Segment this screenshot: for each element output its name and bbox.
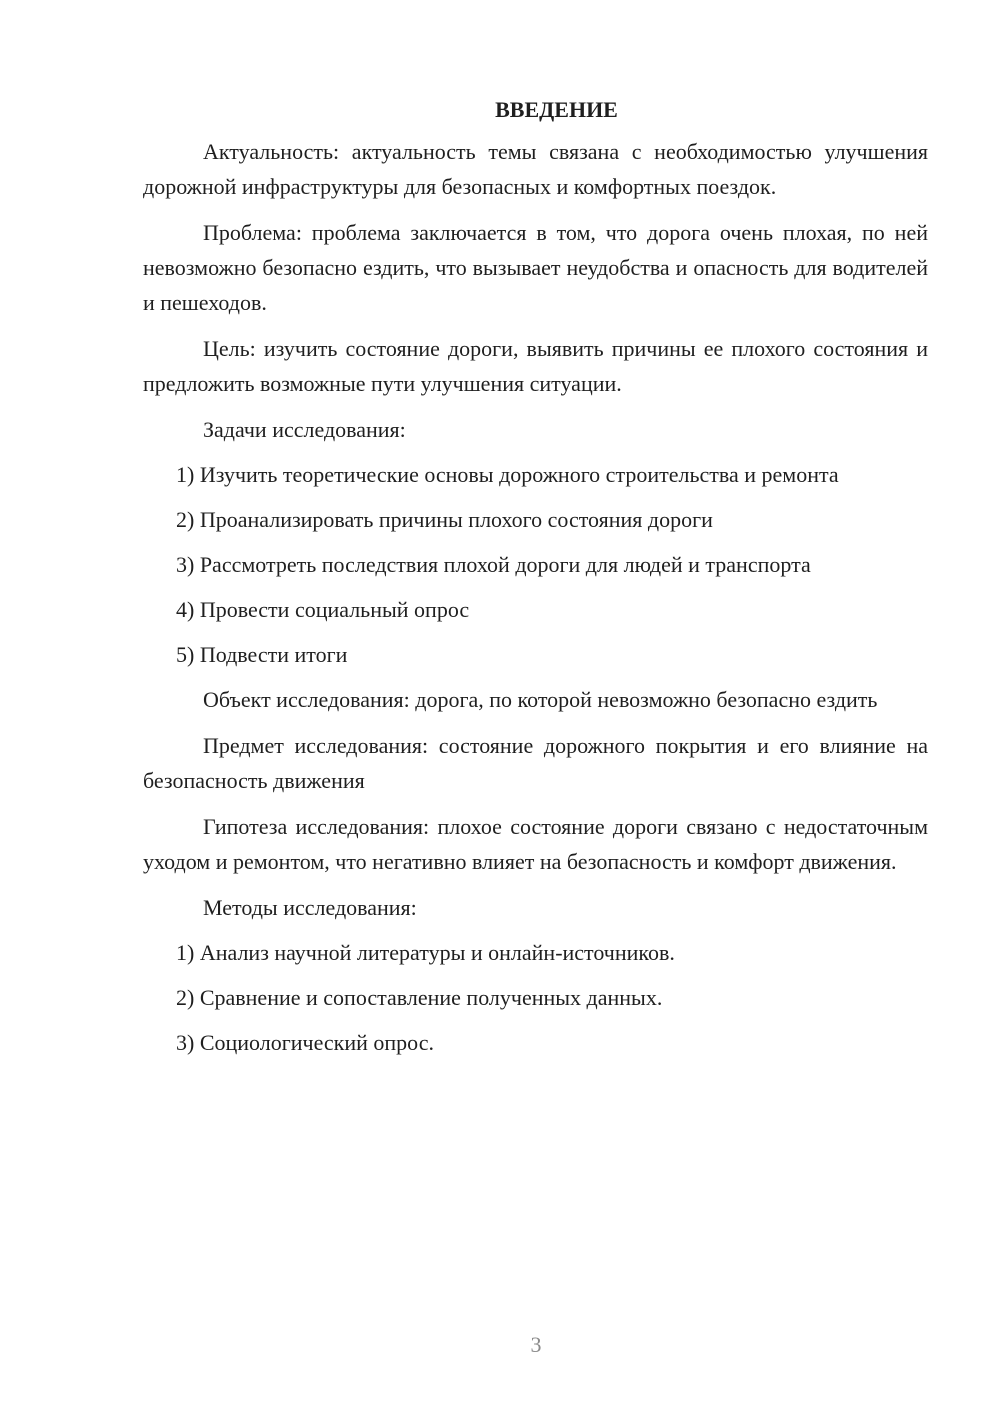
list-item: 4) Провести социальный опрос xyxy=(176,597,470,622)
page-title: ВВЕДЕНИЕ xyxy=(495,97,618,122)
list-item: 5) Подвести итоги xyxy=(176,642,348,667)
list-item: 3) Рассмотреть последствия плохой дороги для людей и транспорта xyxy=(176,552,811,577)
subject-paragraph: Предмет исследования: состояние дорожного покрытия и его влияние на безопасность движения xyxy=(143,733,928,793)
document-page xyxy=(143,88,928,1070)
methods-list xyxy=(143,935,928,1060)
problem-paragraph: Проблема: проблема заключается в том, что дорога очень плохая, по ней невозможно безопасно ездить, что вызывает неудобства и опасность для водителей и пешеходов. xyxy=(143,220,928,315)
goal-paragraph: Цель: изучить состояние дороги, выявить причины ее плохого состояния и предложить возможные пути улучшения ситуации. xyxy=(143,336,928,396)
methods-heading: Методы исследования: xyxy=(203,895,417,920)
hypothesis-paragraph: Гипотеза исследования: плохое состояние дороги связано с недостаточным уходом и ремонтом, что негативно влияет на безопасность и комфорт движения. xyxy=(143,814,928,874)
relevance-paragraph: Актуальность: актуальность темы связана с необходимостью улучшения дорожной инфраструктуры для безопасных и комфортных поездок. xyxy=(143,139,928,199)
page-number: 3 xyxy=(530,1332,542,1357)
tasks-list xyxy=(143,457,928,672)
object-paragraph: Объект исследования: дорога, по которой невозможно безопасно ездить xyxy=(203,687,878,712)
list-item: 3) Социологический опрос. xyxy=(176,1030,434,1055)
list-item: 2) Сравнение и сопоставление полученных данных. xyxy=(176,985,663,1010)
list-item: 2) Проанализировать причины плохого состояния дороги xyxy=(176,507,713,532)
list-item: 1) Анализ научной литературы и онлайн-источников. xyxy=(176,940,675,965)
list-item: 1) Изучить теоретические основы дорожного строительства и ремонта xyxy=(176,462,839,487)
tasks-heading: Задачи исследования: xyxy=(203,417,406,442)
